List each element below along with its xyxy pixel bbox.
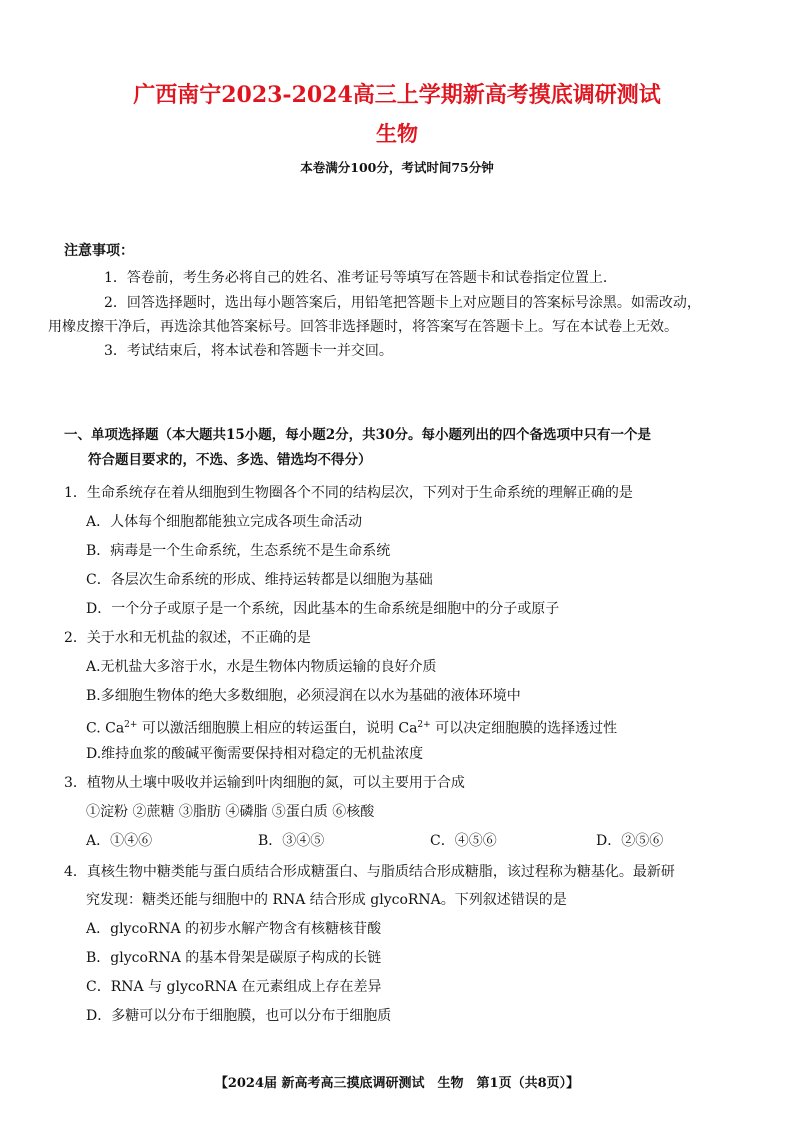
question-4-stem-line2: 究发现：糖类还能与细胞中的 RNA 结合形成 glycoRNA。下列叙述错误的是 [86, 892, 567, 908]
question-3-stem: 3．植物从土壤中吸收并运输到叶肉细胞的氮，可以主要用于合成 [64, 775, 465, 791]
question-3-option-c: C．④⑤⑥ [430, 833, 497, 849]
question-4-option-b: B．glycoRNA 的基本骨架是碳原子构成的长链 [86, 950, 382, 966]
note-item: 1．答卷前，考生务必将自己的姓名、准考证号等填写在答题卡和试卷指定位置上． [104, 270, 617, 286]
question-2-option-b: B.多细胞生物体的绝大多数细胞，必须浸润在以水为基础的液体环境中 [86, 688, 521, 704]
question-2-stem: 2．关于水和无机盐的叙述，不正确的是 [64, 630, 311, 646]
note-item-continued: 用橡皮擦干净后，再选涂其他答案标号。回答非选择题时，将答案写在答题卡上。写在本试卷上无效。 [48, 319, 678, 335]
question-2-option-d: D.维持血浆的酸碱平衡需要保持相对稳定的无机盐浓度 [86, 746, 424, 762]
exam-title: 广西南宁2023-2024高三上学期新高考摸底调研测试 [133, 82, 661, 108]
question-3-option-b: B．③④⑤ [258, 833, 325, 849]
question-4-stem-line1: 4．真核生物中糖类能与蛋白质结合形成糖蛋白、与脂质结合形成糖脂，该过程称为糖基化。最新研 [64, 864, 675, 880]
notes-heading: 注意事项： [64, 243, 134, 259]
question-2-option-c: C. $Ca^{2+}$ 可以激活细胞膜上相应的转运蛋白，说明 $Ca^{2+}$ 可以决定细胞膜的选择透过性 [86, 720, 618, 737]
question-1-option-a: A．人体每个细胞都能独立完成各项生命活动 [86, 514, 363, 530]
score-time-line: 本卷满分100分，考试时间75分钟 [300, 160, 494, 175]
page-footer: 【2024届 新高考高三摸底调研测试 生物 第1页（共8页）】 [214, 1076, 580, 1091]
question-3-option-d: D．②⑤⑥ [596, 833, 664, 849]
question-1-stem: 1．生命系统存在着从细胞到生物圈各个不同的结构层次，下列对于生命系统的理解正确的是 [64, 485, 633, 501]
question-4-option-a: A．glycoRNA 的初步水解产物含有核糖核苷酸 [86, 921, 382, 937]
question-4-option-d: D．多糖可以分布于细胞膜，也可以分布于细胞质 [86, 1008, 392, 1024]
question-3-items: ①淀粉 ②蔗糖 ③脂肪 ④磷脂 ⑤蛋白质 ⑥核酸 [86, 804, 375, 820]
question-1-option-d: D．一个分子或原子是一个系统，因此基本的生命系统是细胞中的分子或原子 [86, 601, 560, 617]
question-3-option-a: A．①④⑥ [86, 833, 153, 849]
exam-subject: 生物 [376, 121, 418, 146]
question-2-option-a: A.无机盐大多溶于水，水是生物体内物质运输的良好介质 [86, 659, 437, 675]
section-heading-line2: 符合题目要求的，不选、多选、错选均不得分） [88, 452, 372, 468]
section-heading-line1: 一、单项选择题（本大题共15小题，每小题2分，共30分。每小题列出的四个备选项中只有一个是 [64, 427, 651, 443]
question-4-option-c: C．RNA 与 glycoRNA 在元素组成上存在差异 [86, 979, 382, 995]
note-item: 2．回答选择题时，选出每小题答案后，用铅笔把答题卡上对应题目的答案标号涂黑。如需改动， [104, 295, 701, 311]
note-item: 3．考试结束后，将本试卷和答题卡一并交回。 [104, 343, 393, 359]
question-1-option-c: C．各层次生命系统的形成、维持运转都是以细胞为基础 [86, 572, 433, 588]
question-1-option-b: B．病毒是一个生命系统，生态系统不是生命系统 [86, 543, 391, 559]
section-heading [64, 423, 744, 473]
